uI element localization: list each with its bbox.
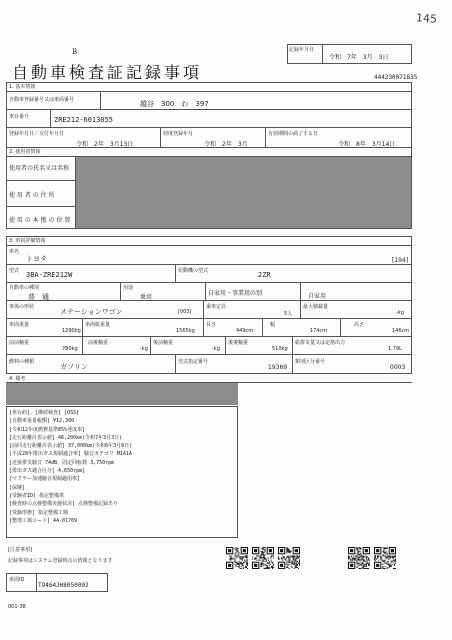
vehicle-id-label: 車両ID [9,577,25,583]
gross-weight-label: 車両総重量 [85,322,111,328]
qr-code-1 [226,547,248,569]
remark-line: [近接排気騒音 74dB、固定回転数 3,750rpm [9,459,115,466]
doc-number: 444230071835 [374,74,418,81]
reg-number-label: 自動車登録番号又は車両番号 [9,97,75,103]
user-base-label: 使 用 の 本 拠 の 位 置 [9,217,71,224]
remark-line: [受験形態] 指定整備工場 [9,509,69,516]
maker-value: トヨタ [26,255,47,263]
type-approval-value: 19369 [268,364,288,371]
handwritten-note: 145 [415,11,438,26]
note-heading: [注意事項] [8,547,32,553]
expiry-label: 有効期間の満了する日 [268,131,319,137]
displacement-value: 1.79L [388,346,402,352]
page-title: 自動車検査証記録事項 [12,63,203,82]
model-value: 3BA-ZRE212W [26,271,73,279]
remark-line: [車台約]、[継続検査] [OSS] [9,410,80,416]
first-reg-era-label: 初度登録年月 [163,131,194,137]
model-label: 型式 [9,268,20,274]
fr-axle-value: -kg [140,346,148,352]
category-value: 0003 [390,364,406,371]
engine-value: 2ZR [258,271,271,279]
note-text: 記録事項はシステム登録時点の情報となります [8,558,113,564]
kind-value: 普 通 [28,293,49,301]
remark-line: [走行距離計表示値] 46,200km(令和7年3月3日) [9,434,123,441]
business-value: 自家用 [308,293,327,300]
remark-line: [平成28年排出ガス規制適合車] 騒音カテゴリ M1A1A [9,451,132,458]
first-reg-label: 登録年月日／交付年月日 [9,131,65,137]
user-address-label: 使 用 者 の 住 所 [9,192,55,199]
use-label: 用途 [123,285,134,291]
rf-axle-label: 後前軸重 [153,340,174,346]
section4-heading: 4. 備考 [9,376,26,382]
ff-axle-label: 前前軸重 [9,340,30,346]
issue-date-value: 令和 7年 3月 3日 [329,54,389,61]
user-name-label: 使用者の氏名又は名称 [9,165,70,172]
remark-line: [受験者ID] 指定整備車 [9,492,65,499]
maker-code: [194] [392,257,409,264]
engine-label: 原動機の型式 [178,268,209,274]
body-code: [003] [178,309,192,315]
capacity-value: 5人 [284,311,293,317]
ff-axle-value: 780kg [62,346,78,352]
remark-line: [検査時の点検整備実施状況] 点検整備記録あり [9,501,119,508]
rf-axle-value: -kg [212,346,220,352]
first-reg-era-value: 令和 2年 3月 [204,141,248,148]
weight-value: 1290kg [62,328,81,334]
use-value: 乗用 [140,294,153,301]
max-load-label: 最大積載量 [303,304,329,310]
chassis-label: 車台番号 [9,114,30,120]
remark-line: [保険] [9,484,26,491]
business-label: 自家用・事業用の別 [208,290,263,297]
qr-code-3 [278,547,300,569]
body-label: 車体の形状 [9,304,35,310]
displacement-label: 総排気量又は定格出力 [295,340,346,346]
section3-heading: 3. 車両詳細情報 [9,238,46,244]
qr-code-2 [252,547,274,569]
remark-line: [排出ガス適合区分] 4,650rpm] [9,468,86,475]
category-label: 類別区分番号 [295,359,326,365]
first-reg-value: 令和 2年 3月13日 [76,141,134,148]
maker-label: 車名 [9,249,20,255]
section2-heading: 2. 使用者情報 [9,149,41,155]
weight-label: 車両重量 [9,322,30,328]
section1-heading: 1. 基本情報 [9,84,36,90]
remark-line: [自動車重量税額] ¥12,300 [9,418,75,425]
kind-label: 自動車の種別 [9,285,40,291]
remark-line: [前回走行距離計表示値] 37,000km(令和6年3月8日) [9,443,133,450]
length-value: 449cm [236,328,254,334]
gross-weight-value: 1565kg [176,328,195,334]
qr-code-4 [348,547,370,569]
type-approval-label: 型式指定番号 [178,359,209,365]
reg-number-value: 越谷 300 わ 397 [140,100,209,108]
rr-axle-label: 後後軸重 [228,340,249,346]
height-label: 高さ [354,322,365,328]
redacted-remark [6,383,238,405]
height-value: 146cm [392,328,410,334]
remark-line: [整理工場コード] 44-01709 [9,517,78,524]
width-value: 174cm [310,328,328,334]
remark-line: [マフラー加速騒音規制適用車] [9,476,81,483]
remarks-list [9,409,237,525]
fuel-label: 燃料の種類 [9,359,35,365]
fuel-value: ガソリン [60,363,88,371]
max-load-value: -kg [396,310,404,316]
length-label: 長さ [206,322,217,328]
redacted-user-info [76,157,411,228]
fr-axle-label: 前後軸重 [88,340,109,346]
qr-code-5 [374,547,396,569]
issue-date-label: 記録年月日 [289,47,315,53]
page-code: 001-38 [8,604,26,610]
chassis-value: ZRE212-6013055 [54,116,114,124]
capacity-label: 乗車定員 [206,304,227,310]
doc-letter: B [72,48,78,56]
vehicle-id-value: T9464JH8050002 [38,582,89,589]
expiry-value: 令和 8年 3月14日 [338,141,396,148]
rr-axle-value: 510kg [272,346,288,352]
remark-line: [令和12年度燃費基準85%達成車] [9,426,86,433]
body-value: ステーションワゴン [60,308,123,316]
width-label: 幅 [270,322,276,328]
